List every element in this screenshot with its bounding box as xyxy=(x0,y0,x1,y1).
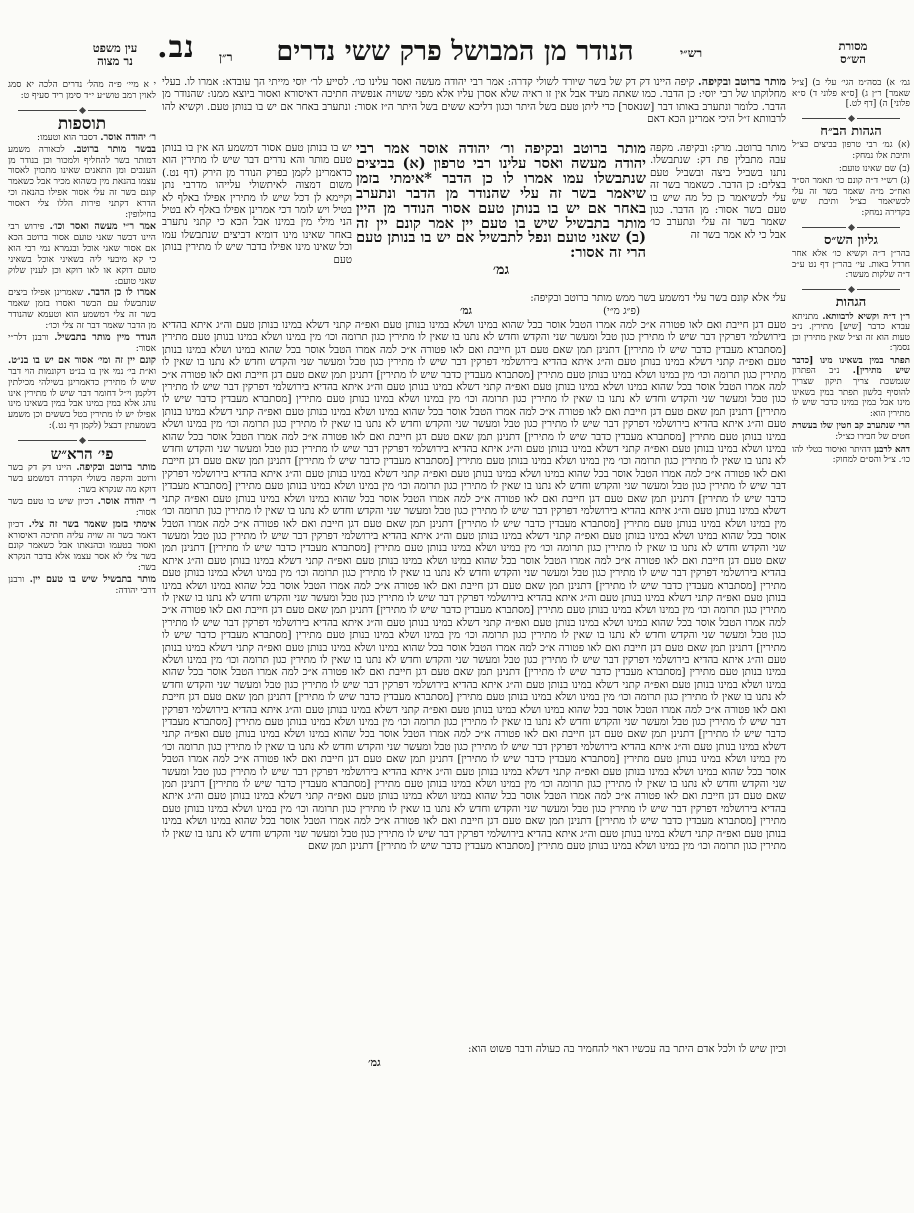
rosh-paragraph: מותר בתבשיל שיש בו טעם יין. ורבנן דרבי יהודה: xyxy=(8,574,156,597)
section-divider-ornament xyxy=(18,108,146,113)
masoret-refs: גמ׳ א) בסה״מ הגי׳ עלי ב) [צ״ל שאמר] ר״ן ג) [ס״א פלוני ד) ס״א פלוני] ה) [דף לט.] xyxy=(792,78,910,110)
rashi-commentary: מותר ברוטב. מרק: ובקיפה. מקפה עבה מתבלין פת דק: שנתבשלו. נתנו בשביל ביצה ובשביל טעם בצלים: כן הדבר. כשאמר בשר זה עלי לכשיאמר כן כל מה שיש בו טעם בשר אסור: מן הדבר. כגון שאמר בשר זה עלי ונתערב כו׳ אבל כי לא אמר בשר זה xyxy=(650,142,786,241)
ran-commentary-side: יש בו בנותן טעם אסור דמשמע הא אין בו בנותן טעם מותר והא נדרים דבר שיש לו מתירין הוא כדאמרינן לקמן בפרק הנודר מן הירק (דף נט.) משום דמצוה לאיתשולי עלייהו מדרבי נתן וקיימא לן דכל שיש לו מתירין אפילו באלף לא בטיל ויש לומר דכי אמרינן אפילו באלף לא בטיל הני מילי מין במינו אבל הכא כי קתני נתערב באחר שאינו מינו דומיא דביצים שנתבשלו עמו וכל שאינו מינו אפילו בדבר שיש לו מתירין בנותן טעם xyxy=(162,142,352,266)
gilyon-entry: בהר״ן ד״ה וקשיא כו׳ אלא אחר חרדל באות. עי׳ בהר״ן דף נט ע״ב ד״ה שלקות מעשר: xyxy=(792,249,910,281)
ein-mishpat-entry: י א מיי׳ פ״ה מהל׳ נדרים הלכה יא סמג לאוין רמב טוש״ע י״ד סימן ריד סעיף ט: xyxy=(8,80,156,101)
ran-commentary-last-line: וכיון שיש לו ולכל אדם היתר בה עכשיו ראוי להחמיר בה כעולה ודבר פשוט הוא: xyxy=(468,1043,786,1055)
tosafot-heading: תוספות xyxy=(57,113,107,134)
rosh-paragraph: ר׳ יהודה אוסר. דכיון שיש בו טעם בשר אסור: xyxy=(8,495,156,518)
tosafot-paragraph: קונם יין זה ומי׳ אסור אם יש בו בנ״ט. וא״ת בי׳ נמי אין בו בנ״ט דקונמות הוי דבר שיש לו מתירין כדאמרינן בשילהי מכילתין דלקמן וי״ל דחומר דבר שיש לו מתירין אינו נוהג אלא במין במינו אבל במין בשאינו מינו אפילו יש לו מתירין בטל בששים וכן משמע בשמעתין דבצל (לקמן דף נט.): xyxy=(8,354,156,432)
tosafot-paragraph: אמר ר״י מעשה ואסר וכו׳. פירוש רבי היינו דבשר שאני טועם אסור ברוטב הכא אם אסור שאני אוכל ובגמרא נמי רבי הוא כי קא מיבעי ליה בשאיני אוכל בשאיני טועם דוקא או לאו דוקא וכן לענין שלוק שאני טועם: xyxy=(8,220,156,287)
gilyon-heading: גליון הש״ס xyxy=(824,232,878,248)
tosafot-paragraph: אמרו לו כן הדבר. שאמרינן אפילו ביצים שנתבשלו עם הבשר ואסרו בזמן שאמר בשר זה צלי דמשמע הוא וטעמא שהנודר מן הדבר שאמר דבר זה צלי וכו׳: xyxy=(8,287,156,332)
tosafot-paragraph: הנודר מיין מותר בתבשיל. ורבנן דלר״י אסור: xyxy=(8,332,156,354)
hagahot-entry: דהא לרבנן דהיתר ואיסור בטלי להו כו׳. צ״ל והס״ם למחוק: xyxy=(792,444,910,466)
catchword: גמ׳ xyxy=(368,1056,381,1069)
bach-entry: (ג) רש״י ד״ה קונם כו׳ תאמר הס״ד ואח״כ מ״ה שאמר בשר זה עלי לכשיאמר כצ״ל ותיבת שיש בקדירה נמחק: xyxy=(792,176,910,218)
tosafot-paragraph: בבשר מותר ברוטב. לכאורה משמע דמותר בשר להחליף ולמכור וכן בנודר מן הענבים ומן התאנים שאינו מתכוין לאסור עצמו בהנאת מין כשהוא מכיר אבל כשאמר קונם בשר זה עלי אסור אפילו בהנאה וכי הדרא דקתני פירות הללו צלי דאסור בחילופין: xyxy=(8,143,156,221)
ran-column-label: ר״ן xyxy=(219,50,233,64)
masoret-header: מסורת הש״ס xyxy=(838,39,868,66)
gemara-text: מותר ברוטב ובקיפה ור׳ יהודה אוסר אמר רבי יהודה מעשה ואסר עלינו רבי טרפון (א) בביצים שנתבשלו עמו אמרו לו כן הדבר *אימתי בזמן שיאמר בשר זה עלי שהנודר מן הדבר ונתערב באחר אם יש בו בנותן טעם אסור הנודר מן היין מותר בתבשיל שיש בו טעם יין אמר קונם יין זה (ב) שאני טועם ונפל לתבשיל אם יש בו בנותן טעם הרי זה אסור: xyxy=(356,140,646,262)
ein-mishpat-header: עין משפט נר מצוה xyxy=(92,41,138,68)
section-divider-ornament xyxy=(802,225,900,230)
gemara-gam-marker: גמ׳ xyxy=(492,262,510,279)
rosh-heading: פי׳ הרא״ש xyxy=(50,445,114,464)
rosh-paragraph: מותר ברוטב ובקיפה. היינו דק דק בשר ורוטב והקפה בשולי הקדרה דמשמע בשר דוקא מה שנקרא בשר: xyxy=(8,462,156,495)
tosafot-paragraph: ר׳ יהודה אוסר. דסבר הוא וטעמו: xyxy=(37,131,156,143)
bach-entry: (ב) שם שאינו טועם: xyxy=(838,163,910,174)
ran-commentary-top: מותר ברוטב ובקיפה. קיפה היינו דק דק של בשר שיורד לשולי קדרה: אמר רבי יהודה מעשה ואסר עלינו כו׳. לסייע לר׳ יוסי מייתי הך עובדא: אמרו לו. בעלי מחלוקתו של רבי יוסי: כן הדבר. כמו שאתה מעיד אבל אין זו ראיה שלא אסרן עליו אלא מפני ששויה אנפשיה חתיכה דאיסורא ואסור ביוצא ממנו: שהנודר מן הדבר. כלומר ונתערב באותו דבר [שנאסר] כדי ליתן טעם בשל היתר וכגון דליכא ששים בשל היתר ה״ז אסור: ונתערב באחר אם יש בו בנותן טעם. וקשיא להו לרבוותא ז״ל היכי אמרינן הכא דאם xyxy=(162,76,786,126)
daf-number: נב. xyxy=(157,30,195,65)
page-title: הנודר מן המבושל פרק ששי נדרים xyxy=(276,36,634,67)
rashi-column-label: רש״י xyxy=(680,46,703,60)
section-divider-ornament xyxy=(802,116,900,121)
gemara-section-marker: (פ״ג מ״י) גמ׳ xyxy=(460,305,640,317)
hagahot-entry: הרי שנתערב קב חטין שלו בעשרת חטים של חבירו כצ״ל: xyxy=(792,421,910,443)
hagahot-heading: הגהות xyxy=(835,294,867,310)
ran-commentary-main: טעם דגן חייבת ואם לאו פטורה א״כ למה אמרו הטבל אוסר בכל שהוא במינו ושלא במינו בנותן טעם ואפ״ה קתני דשלא במינו בנותן טעם וה״ג איתא בהדיא בירושלמי דפרקין דבר שיש לו מתירין כגון טבל ומעשר שני והקדש וחדש לא נתנו בו שאין לו מתירין כגון תרומה וכו׳ מין במינו ושלא במינו בנותן טעם מתירין [מסתברא מעבדין כדבר שיש לו מתירין] דתנינן תמן שאם טעם דגן חייבת ואם לאו פטורה א״כ למה אמרו הטבל אוסר בכל שהוא במינו ושלא במינו בנותן טעם ואפ״ה קתני דשלא במינו בנותן טעם וה״ג איתא בהדיא בירושלמי דפרקין דבר שיש לו מתירין כגון טבל ומעשר שני והקדש וחדש לא נתנו בו שאין לו מתירין כגון תרומה וכו׳ מין במינו ושלא במינו בנותן טעם מתירין [מסתברא מעבדין כדבר שיש לו מתירין] דתנינן תמן שאם טעם דגן חייבת ואם לאו פטורה א״כ למה אמרו הטבל אוסר בכל שהוא במינו ושלא במינו בנותן טעם ואפ״ה קתני דשלא במינו בנותן טעם וה״ג איתא בהדיא בירושלמי דפרקין דבר שיש לו מתירין כגון טבל ומעשר שני והקדש וחדש לא נתנו בו שאין לו מתירין כגון תרומה וכו׳ מין במינו ושלא במינו בנותן טעם מתירין [מסתברא מעבדין כדבר שיש לו מתירין] דתנינן תמן שאם טעם דגן חייבת ואם לאו פטורה א״כ למה אמרו הטבל אוסר בכל שהוא במינו ושלא במינו בנותן טעם ואפ״ה קתני דשלא במינו בנותן טעם וה״ג איתא בהדיא בירושלמי דפרקין דבר שיש לו מתירין כגון טבל ומעשר שני והקדש וחדש לא נתנו בו שאין לו מתירין כגון תרומה וכו׳ מין במינו ושלא במינו בנותן טעם מתירין [מסתברא מעבדין כדבר שיש לו מתירין] דתנינן תמן שאם טעם דגן חייבת ואם לאו פטורה א״כ למה אמרו הטבל אוסר בכל שהוא במינו ושלא במינו בנותן טעם ואפ״ה קתני דשלא במינו בנותן טעם וה״ג איתא בהדיא בירושלמי דפרקין דבר שיש לו מתירין כגון טבל ומעשר שני והקדש וחדש לא נתנו בו שאין לו מתירין כגון תרומה וכו׳ מין במינו ושלא במינו בנותן טעם מתירין [מסתברא מעבדין כדבר שיש לו מתירין] דתנינן תמן שאם טעם דגן חייבת ואם לאו פטורה א״כ למה אמרו הטבל אוסר בכל שהוא במינו ושלא במינו בנותן טעם ואפ״ה קתני דשלא במינו בנותן טעם וה״ג איתא בהדיא בירושלמי דפרקין דבר שיש לו מתירין כגון טבל ומעשר שני והקדש וחדש לא נתנו בו שאין לו מתירין כגון תרומה וכו׳ מין במינו ושלא במינו בנותן טעם מתירין [מסתברא מעבדין כדבר שיש לו מתירין] דתנינן תמן שאם טעם דגן חייבת ואם לאו פטורה א״כ למה אמרו הטבל אוסר בכל שהוא במינו ושלא במינו בנותן טעם ואפ״ה קתני דשלא במינו בנותן טעם וה״ג איתא בהדיא בירושלמי דפרקין דבר שיש לו מתירין כגון טבל ומעשר שני והקדש וחדש לא נתנו בו שאין לו מתירין כגון תרומה וכו׳ מין במינו ושלא במינו בנותן טעם מתירין [מסתברא מעבדין כדבר שיש לו מתירין] דתנינן תמן שאם טעם דגן חייבת ואם לאו פטורה א״כ למה אמרו הטבל אוסר בכל שהוא במינו ושלא במינו בנותן טעם ואפ״ה קתני דשלא במינו בנותן טעם וה״ג איתא בהדיא בירושלמי דפרקין דבר שיש לו מתירין כגון טבל ומעשר שני והקדש וחדש לא נתנו בו שאין לו מתירין כגון תרומה וכו׳ מין במינו ושלא במינו בנותן טעם מתירין [מסתברא מעבדין כדבר שיש לו מתירין] דתנינן תמן שאם טעם דגן חייבת ואם לאו פטורה א״כ למה אמרו הטבל אוסר בכל שהוא במינו ושלא במינו בנותן טעם ואפ״ה קתני דשלא במינו בנותן טעם וה״ג איתא בהדיא בירושלמי דפרקין דבר שיש לו מתירין כגון טבל ומעשר שני והקדש וחדש לא נתנו בו שאין לו מתירין כגון תרומה וכו׳ מין במינו ושלא במינו בנותן טעם מתירין [מסתברא מעבדין כדבר שיש לו מתירין] דתנינן תמן שאם טעם דגן חייבת ואם לאו פטורה א״כ למה אמרו הטבל אוסר בכל שהוא במינו ושלא במינו בנותן טעם ואפ״ה קתני דשלא במינו בנותן טעם וה״ג איתא בהדיא בירושלמי דפרקין דבר שיש לו מתירין כגון טבל ומעשר שני והקדש וחדש לא נתנו בו שאין לו מתירין כגון תרומה וכו׳ מין במינו ושלא במינו בנותן טעם מתירין [מסתברא מעבדין כדבר שיש לו מתירין] דתנינן תמן שאם טעם דגן חייבת ואם לאו פטורה א״כ למה אמרו הטבל אוסר בכל שהוא במינו ושלא במינו בנותן טעם ואפ״ה קתני דשלא במינו בנותן טעם וה״ג איתא בהדיא בירושלמי דפרקין דבר שיש לו מתירין כגון טבל ומעשר שני והקדש וחדש לא נתנו בו שאין לו מתירין כגון תרומה וכו׳ מין במינו ושלא במינו בנותן טעם מתירין [מסתברא מעבדין כדבר שיש לו מתירין] דתנינן תמן שאם טעם דגן חייבת ואם לאו פטורה א״כ למה אמרו הטבל אוסר בכל שהוא במינו ושלא במינו בנותן טעם ואפ״ה קתני דשלא במינו בנותן טעם וה״ג איתא בהדיא בירושלמי דפרקין דבר שיש לו מתירין כגון טבל ומעשר שני והקדש וחדש לא נתנו בו שאין לו מתירין כגון תרומה וכו׳ מין במינו ושלא במינו בנותן טעם מתירין [מסתברא מעבדין כדבר שיש לו מתירין] דתנינן תמן שאם טעם דגן חייבת ואם לאו פטורה א״כ למה אמרו הטבל אוסר בכל שהוא במינו ושלא במינו בנותן טעם ואפ״ה קתני דשלא במינו בנותן טעם וה״ג איתא בהדיא בירושלמי דפרקין דבר שיש לו מתירין כגון טבל ומעשר שני והקדש וחדש לא נתנו בו שאין לו מתירין כגון תרומה וכו׳ מין במינו ושלא במינו בנותן טעם מתירין [מסתברא מעבדין כדבר שיש לו מתירין] דתנינן תמן שאם טעם דגן חייבת ואם לאו פטורה א״כ למה אמרו הטבל אוסר בכל שהוא במינו ושלא במינו בנותן טעם ואפ״ה קתני דשלא במינו בנותן טעם וה״ג איתא בהדיא בירושלמי דפרקין דבר שיש לו מתירין כגון טבל ומעשר שני והקדש וחדש לא נתנו בו שאין לו מתירין כגון תרומה וכו׳ מין במינו ושלא במינו בנותן טעם מתירין [מסתברא מעבדין כדבר שיש לו מתירין] דתנינן תמן שאם טעם דגן חייבת ואם לאו פטורה א״כ למה אמרו הטבל אוסר בכל שהוא במינו ושלא במינו בנותן טעם ואפ״ה קתני דשלא במינו בנותן טעם וה״ג איתא בהדיא בירושלמי דפרקין דבר שיש לו מתירין כגון טבל ומעשר שני והקדש וחדש לא נתנו בו שאין לו מתירין כגון תרומה וכו׳ מין במינו ושלא במינו בנותן טעם מתירין [מסתברא מעבדין כדבר שיש לו מתירין] דתנינן תמן שאם טעם דגן חייבת ואם לאו פטורה א״כ למה אמרו הטבל אוסר בכל שהוא במינו ושלא במינו בנותן טעם ואפ״ה קתני דשלא במינו בנותן טעם וה״ג איתא בהדיא בירושלמי דפרקין דבר שיש לו מתירין כגון טבל ומעשר שני והקדש וחדש לא נתנו בו שאין לו מתירין כגון תרומה וכו׳ מין במינו ושלא במינו בנותן טעם מתירין [מסתברא מעבדין כדבר שיש לו מתירין] דתנינן תמן שאם טעם דגן חייבת ואם לאו פטורה א״כ למה אמרו הטבל אוסר בכל שהוא במינו ושלא במינו בנותן טעם ואפ״ה קתני דשלא במינו בנותן טעם וה״ג איתא בהדיא בירושלמי דפרקין דבר שיש לו מתירין כגון טבל ומעשר שני והקדש וחדש לא נתנו בו שאין לו מתירין כגון תרומה וכו׳ מין במינו ושלא במינו בנותן טעם מתירין [מסתברא מעבדין כדבר שיש לו מתירין] דתנינן תמן שאם טעם דגן חייבת ואם לאו פטורה א״כ למה אמרו הטבל אוסר בכל שהוא במינו ושלא במינו בנותן טעם ואפ״ה קתני דשלא במינו בנותן טעם וה״ג איתא בהדיא בירושלמי דפרקין דבר שיש לו מתירין כגון טבל ומעשר שני והקדש וחדש לא נתנו בו שאין לו מתירין כגון תרומה וכו׳ מין במינו ושלא במינו בנותן טעם מתירין [מסתברא מעבדין כדבר שיש לו מתירין] דתנינן תמן שאם xyxy=(162,319,786,853)
rashi-commentary-end: עלי אלא קונם בשר עלי דמשמע בשר ממש מותר ברוטב ובקיפה: xyxy=(530,292,786,304)
right-margin-column xyxy=(792,78,910,468)
left-margin-column xyxy=(8,80,156,598)
rosh-paragraph: אימתי בזמן שאמר בשר זה צלי. דכיון דאמר בשר זה שויה עליה חתיכה דאיסורא ואסור בטעמו ובהנאתו אבל כשאמר קונם בשר צלי לא אסר עצמו אלא בדבר הנקרא בשר: xyxy=(8,518,156,574)
section-divider-ornament xyxy=(18,438,146,443)
hagahot-entry: תפתר במין בשאינו מינו [כדבר שיש מתירין]. נ״ב הפתרון שנמשכת צריך תיקון שצריך להוסיף בלשון תפתר במין בשאינו מינו אבל במין במינו כדבר שיש לו מתירין הוא: xyxy=(792,355,911,419)
bach-heading: הגהות הב״ח xyxy=(820,123,882,139)
gemara-block xyxy=(356,142,646,279)
bach-entry: (א) גמ׳ רבי טרפון בביצים כצ״ל ותיבת אלו נמחק: xyxy=(792,140,910,161)
hagahot-entry: ר״ן ד״ה וקשיא לרבוותא. מתניתא עבדא כדבר [שיש] מתירין. נ״ב טעות הוא זה וצ״ל שאין מתירין וכן נסמך: xyxy=(792,311,910,354)
section-divider-ornament xyxy=(802,287,900,292)
